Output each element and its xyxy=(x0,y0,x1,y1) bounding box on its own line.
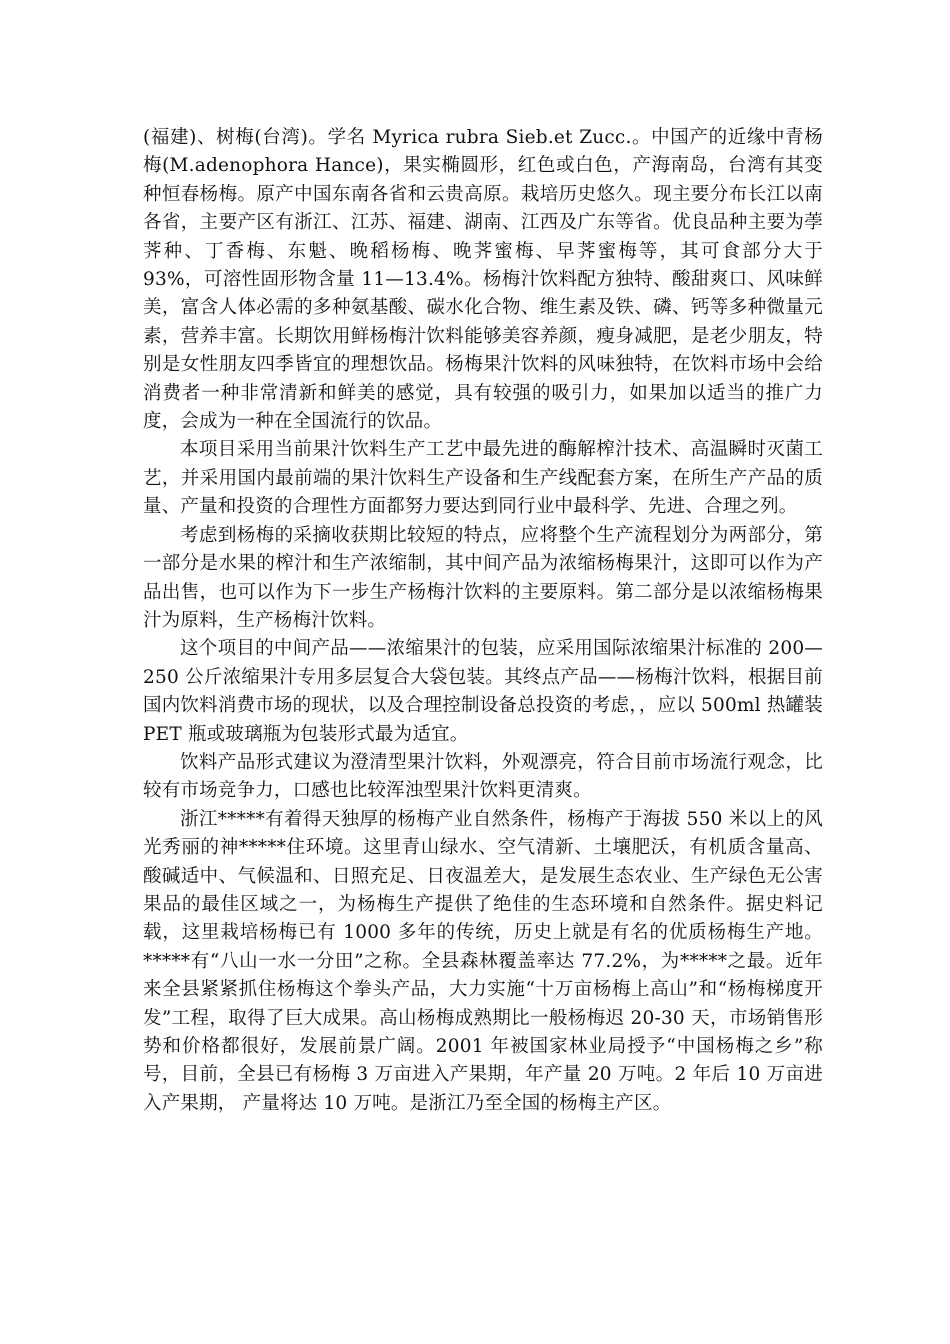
paragraph-packaging: 这个项目的中间产品——浓缩果汁的包装，应采用国际浓缩果汁标准的 200—250 公斤浓缩果汁专用多层复合大袋包装。其终点产品——杨梅汁饮料，根据目前国内饮料消费市场的现状，以及合理控制设备总投资的考虑，，应以 500ml 热罐装 PET 瓶或玻璃瓶为包装形式最为适宜。 xyxy=(143,638,823,745)
paragraph-process-technology: 本项目采用当前果汁饮料生产工艺中最先进的酶解榨汁技术、高温瞬时灭菌工艺，并采用国内最前端的果汁饮料生产设备和生产线配套方案，在所生产产品的质量、产量和投资的合理性方面都努力要达到同行业中最科学、先进、合理之列。 xyxy=(143,439,823,518)
paragraph-regional-conditions: 浙江*****有着得天独厚的杨梅产业自然条件，杨梅产于海拔 550 米以上的风光秀丽的神*****住环境。这里青山绿水、空气清新、土壤肥沃，有机质含量高、酸碱适中、气候温和、日照充足、日夜温差大，是发展生态农业、生产绿色无公害果品的最佳区域之一，为杨梅生产提供了绝佳的生态环境和自然条件。据史料记载，这里栽培杨梅已有 1000 多年的传统，历史上就是有名的优质杨梅生产地。*****有“八山一水一分田”之称。全县森林覆盖率达 77.2%，为*****之最。近年来全县紧紧抓住杨梅这个拳头产品，大力实施“十万亩杨梅上高山”和“杨梅梯度开发”工程，取得了巨大成果。高山杨梅成熟期比一般杨梅迟 20-30 天，市场销售形势和价格都很好，发展前景广阔。2001 年被国家林业局授予“中国杨梅之乡”称号，目前，全县已有杨梅 3 万亩进入产果期，年产量 20 万吨。2 年后 10 万亩进入产果期， 产量将达 10 万吨。是浙江乃至全国的杨梅主产区。 xyxy=(143,808,823,1114)
document-body xyxy=(143,124,823,1118)
paragraph-yangmei-intro: (福建)、树梅(台湾)。学名 Myrica rubra Sieb.et Zucc.。中国产的近缘中青杨梅(M.adenophora Hance)，果实椭圆形，红色或白色，产海南岛，台湾有其变种恒春杨梅。原产中国东南各省和云贵高原。栽培历史悠久。现主要分布长江以南各省，主要产区有浙江、江苏、福建、湖南、江西及广东等省。优良品种主要为荸荠种、丁香梅、东魁、晚稻杨梅、晚荠蜜梅、早荠蜜梅等，其可食部分大于 93%，可溶性固形物含量 11—13.4%。杨梅汁饮料配方独特、酸甜爽口、风味鲜美，富含人体必需的多种氨基酸、碳水化合物、维生素及铁、磷、钙等多种微量元素，营养丰富。长期饮用鲜杨梅汁饮料能够美容养颜，瘦身减肥，是老少朋友，特别是女性朋友四季皆宜的理想饮品。杨梅果汁饮料的风味独特，在饮料市场中会给消费者一种非常清新和鲜美的感觉，具有较强的吸引力，如果加以适当的推广力度，会成为一种在全国流行的饮品。 xyxy=(143,127,823,433)
paragraph-production-stages: 考虑到杨梅的采摘收获期比较短的特点，应将整个生产流程划分为两部分，第一部分是水果的榨汁和生产浓缩制，其中间产品为浓缩杨梅果汁，这即可以作为产品出售，也可以作为下一步生产杨梅汁饮料的主要原料。第二部分是以浓缩杨梅果汁为原料，生产杨梅汁饮料。 xyxy=(143,524,823,631)
paragraph-product-form: 饮料产品形式建议为澄清型果汁饮料，外观漂亮，符合目前市场流行观念，比较有市场竞争力，口感也比较浑浊型果汁饮料更清爽。 xyxy=(143,751,823,802)
